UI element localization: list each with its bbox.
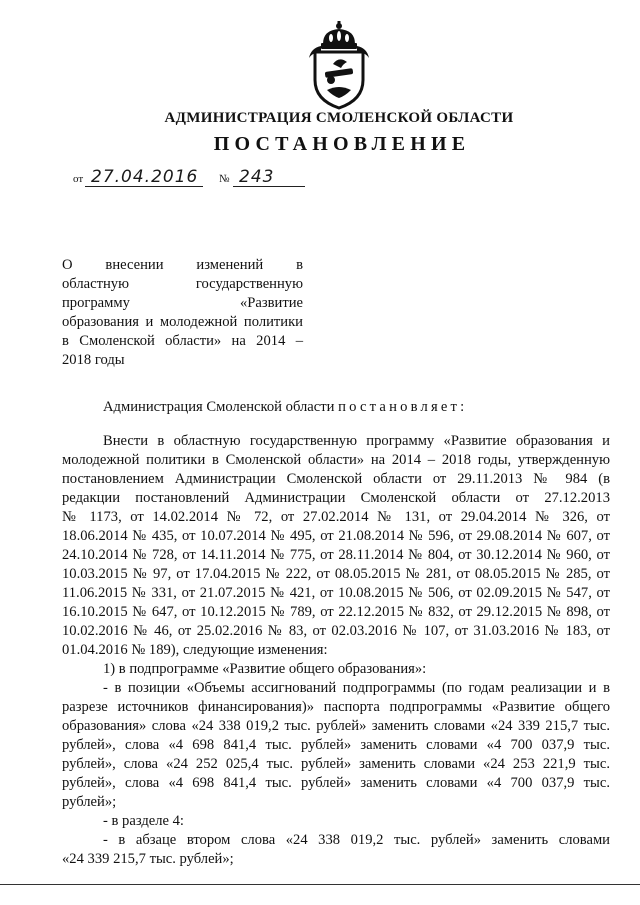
subject-line: программу «Развитие bbox=[62, 295, 303, 311]
body-line: 10.02.2016 № 46, от 25.02.2016 № 83, от 02.03.2016 № 107, от 31.03.2016 № 183, от bbox=[62, 623, 610, 639]
body-line: образования» слова «24 338 019,2 тыс. рублей» заменить словами «24 339 215,7 тыс. bbox=[62, 718, 610, 734]
body-line: разрезе источников финансирования)» паспорта подпрограммы «Развитие общего bbox=[62, 699, 610, 715]
body-line: 10.03.2015 № 97, от 17.04.2015 № 222, от 08.05.2015 № 281, от 08.05.2015 № 285, от bbox=[62, 566, 610, 582]
subject-line: областную государственную bbox=[62, 276, 303, 292]
page-bottom-rule bbox=[0, 884, 640, 885]
body-line: 16.10.2015 № 647, от 10.12.2015 № 789, от 22.12.2015 № 832, от 29.12.2015 № 898, от bbox=[62, 604, 610, 620]
body-line: постановлением Администрации Смоленской области от 29.11.2013 № 984 (в bbox=[62, 471, 610, 487]
body-line: рублей», слова «4 698 841,4 тыс. рублей» заменить словами «4 700 037,9 тыс. bbox=[62, 775, 610, 791]
body-line: Внести в областную государственную программу «Развитие образования и bbox=[103, 433, 610, 449]
body-line: 24.10.2014 № 728, от 14.11.2014 № 775, от 28.11.2014 № 804, от 30.12.2014 № 960, от bbox=[62, 547, 610, 563]
number-label: № bbox=[219, 173, 230, 185]
body-line: 18.06.2014 № 435, от 10.07.2014 № 495, от 21.08.2014 № 596, от 29.08.2014 № 607, от bbox=[62, 528, 610, 544]
preamble-text: Администрация Смоленской области bbox=[103, 399, 335, 415]
organization-name: АДМИНИСТРАЦИЯ СМОЛЕНСКОЙ ОБЛАСТИ bbox=[164, 110, 514, 126]
document-type-title: ПОСТАНОВЛЕНИЕ bbox=[213, 133, 471, 155]
subject-line: 2018 годы bbox=[62, 352, 125, 368]
body-line: - в абзаце втором слова «24 338 019,2 тыс. рублей» заменить словами bbox=[103, 832, 610, 848]
body-line: «24 339 215,7 тыс. рублей»; bbox=[62, 851, 234, 867]
body-line: 11.06.2015 № 331, от 21.07.2015 № 421, от 10.08.2015 № 506, от 02.09.2015 № 547, от bbox=[62, 585, 610, 601]
subject-line: образования и молодежной политики bbox=[62, 314, 303, 330]
body-line: 01.04.2016 № 189), следующие изменения: bbox=[62, 642, 328, 658]
date-number-row bbox=[73, 165, 293, 187]
coat-of-arms-emblem bbox=[303, 18, 375, 114]
body-text bbox=[62, 432, 610, 869]
body-line: рублей»; bbox=[62, 794, 117, 810]
body-line: - в разделе 4: bbox=[103, 813, 184, 829]
body-line: редакции постановлений Администрации Смоленской области от 27.12.2013 bbox=[62, 490, 610, 506]
date-label: от bbox=[73, 173, 84, 185]
preamble bbox=[103, 399, 467, 416]
body-line: № 1173, от 14.02.2014 № 72, от 27.02.2014 № 131, от 29.04.2014 № 326, от bbox=[62, 509, 610, 525]
subject-line: О внесении изменений в bbox=[62, 257, 303, 273]
subject-block bbox=[62, 256, 303, 370]
body-line: рублей», слова «24 252 025,4 тыс. рублей» заменить словами «24 253 221,9 тыс. bbox=[62, 756, 610, 772]
decree-word: постановляет: bbox=[338, 399, 468, 415]
body-line: молодежной политики в Смоленской области» на 2014 – 2018 годы, утвержденную bbox=[62, 452, 610, 468]
body-line: 1) в подпрограмме «Развитие общего образования»: bbox=[103, 661, 427, 677]
body-line: - в позиции «Объемы ассигнований подпрограммы (по годам реализации и в bbox=[103, 680, 610, 696]
number-value: 243 bbox=[233, 167, 305, 187]
subject-line: в Смоленской области» на 2014 – bbox=[62, 333, 303, 349]
body-line: рублей», слова «4 698 841,4 тыс. рублей» заменить словами «4 700 037,9 тыс. bbox=[62, 737, 610, 753]
date-value: 27.04.2016 bbox=[85, 167, 203, 187]
